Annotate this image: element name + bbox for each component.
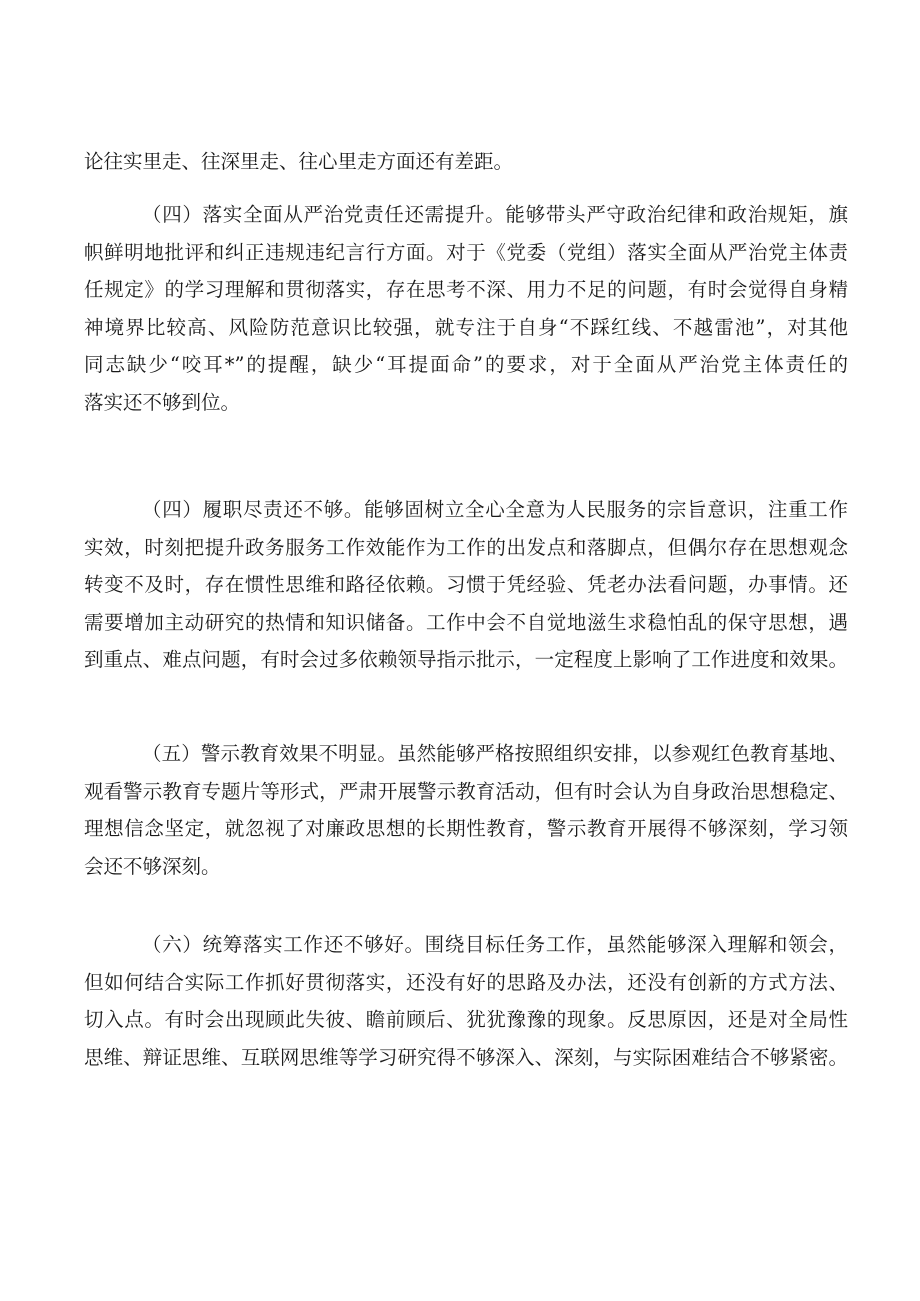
paragraph-4 [84, 735, 848, 885]
paragraph-5 [84, 926, 848, 1076]
text-line: （五）警示教育效果不明显。虽然能够严格按照组织安排，以参观红色教育基地、 [142, 742, 848, 765]
paragraph-2 [84, 196, 848, 421]
text-line: 但如何结合实际工作抓好贯彻落实，还没有好的思路及办法，还没有创新的方式方法、 [84, 970, 848, 994]
text-line: 切入点。有时会出现顾此失彼、瞻前顾后、犹犹豫豫的现象。反思原因，还是对全局性 [84, 1008, 848, 1031]
text-line: （四）履职尽责还不够。能够固树立全心全意为人民服务的宗旨意识，注重工作 [142, 498, 848, 521]
text-line: 理想信念坚定，就忽视了对廉政思想的长期性教育，警示教育开展得不够深刻，学习领 [84, 817, 848, 840]
text-line: （六）统筹落实工作还不够好。围绕目标任务工作，虽然能够深入理解和领会， [142, 933, 848, 956]
text-line: 思维、辩证思维、互联网思维等学习研究得不够深入、深刻，与实际困难结合不够紧密。 [84, 1045, 848, 1069]
text-line: 论往实里走、往深里走、往心里走方面还有差距。 [84, 150, 514, 173]
paragraph-3 [84, 491, 848, 679]
text-line: 帜鲜明地批评和纠正违规违纪言行方面。对于《党委（党组）落实全面从严治党主体责 [84, 240, 848, 264]
paragraph-1 [84, 143, 848, 181]
text-line: 同志缺少“咬耳*”的提醒，缺少“耳提面命”的要求，对于全面从严治党主体责任的 [84, 353, 848, 376]
text-line: 观看警示教育专题片等形式，严肃开展警示教育活动，但有时会认为自身政治思想稳定、 [84, 779, 848, 803]
text-line: 实效，时刻把提升政务服务工作效能作为工作的出发点和落脚点，但偶尔存在思想观念 [84, 535, 848, 559]
text-line: 需要增加主动研究的热情和知识储备。工作中会不自觉地滋生求稳怕乱的保守思想，遇 [84, 610, 848, 634]
text-line: 会还不够深刻。 [84, 854, 221, 878]
text-line: 神境界比较高、风险防范意识比较强，就专注于自身“不踩红线、不越雷池”，对其他 [84, 315, 848, 339]
text-line: （四）落实全面从严治党责任还需提升。能够带头严守政治纪律和政治规矩，旗 [142, 203, 848, 226]
text-line: 转变不及时，存在惯性思维和路径依赖。习惯于凭经验、凭老办法看问题，办事情。还 [84, 573, 848, 596]
text-line: 到重点、难点问题，有时会过多依赖领导指示批示，一定程度上影响了工作进度和效果。 [84, 648, 848, 671]
text-line: 任规定》的学习理解和贯彻落实，存在思考不深、用力不足的问题，有时会觉得自身精 [84, 278, 848, 301]
text-line: 落实还不够到位。 [84, 390, 241, 414]
